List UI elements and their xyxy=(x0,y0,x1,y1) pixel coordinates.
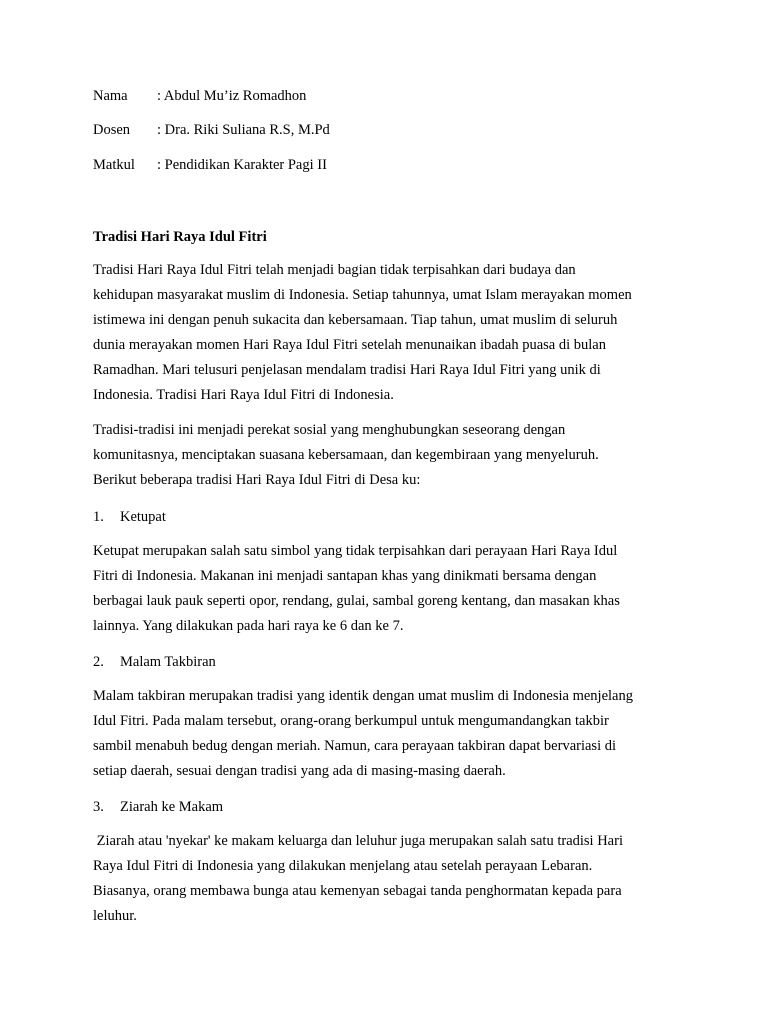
list-title: Ziarah ke Makam xyxy=(120,799,224,815)
meta-value: : Pendidikan Karakter Pagi II xyxy=(157,157,327,173)
paragraph-line: dunia merayakan momen Hari Raya Idul Fitri setelah menunaikan ibadah puasa di bulan xyxy=(93,337,606,353)
paragraph-line: Berikut beberapa tradisi Hari Raya Idul Fitri di Desa ku: xyxy=(93,472,421,488)
paragraph-line: Malam takbiran merupakan tradisi yang identik dengan umat muslim di Indonesia menjelang xyxy=(93,688,633,704)
list-number: 1. xyxy=(93,509,104,525)
paragraph-line: sambil menabuh bedug dengan meriah. Namun, cara perayaan takbiran dapat bervariasi di xyxy=(93,738,616,754)
paragraph-line: Tradisi-tradisi ini menjadi perekat sosial yang menghubungkan seseorang dengan xyxy=(93,422,566,438)
meta-label: Dosen xyxy=(93,122,131,138)
intro-paragraph xyxy=(93,258,678,408)
list-title: Ketupat xyxy=(120,509,166,525)
paragraph-line: Biasanya, orang membawa bunga atau kemenyan sebagai tanda penghormatan kepada para xyxy=(93,883,622,899)
paragraph-line: kehidupan masyarakat muslim di Indonesia. Setiap tahunnya, umat Islam merayakan momen xyxy=(93,287,632,303)
paragraph-line: berbagai lauk pauk seperti opor, rendang, gulai, sambal goreng kentang, dan masakan khas xyxy=(93,593,620,609)
ketupat-paragraph xyxy=(93,539,678,639)
list-number: 2. xyxy=(93,654,104,670)
list-item-malam-takbiran xyxy=(93,652,216,672)
ziarah-paragraph xyxy=(93,829,678,929)
list-item-ketupat xyxy=(93,507,166,527)
meta-value: : Abdul Mu’iz Romadhon xyxy=(157,88,307,104)
paragraph-line: Ramadhan. Mari telusuri penjelasan mendalam tradisi Hari Raya Idul Fitri yang unik di xyxy=(93,362,601,378)
meta-row-lecturer xyxy=(93,120,330,140)
paragraph-line: Tradisi Hari Raya Idul Fitri telah menjadi bagian tidak terpisahkan dari budaya dan xyxy=(93,262,576,278)
paragraph-line: Ziarah atau 'nyekar' ke makam keluarga dan leluhur juga merupakan salah satu tradisi Hari xyxy=(93,833,623,849)
list-title: Malam Takbiran xyxy=(120,654,216,670)
paragraph-line: Fitri di Indonesia. Makanan ini menjadi santapan khas yang dinikmati bersama dengan xyxy=(93,568,597,584)
paragraph-line: setiap daerah, sesuai dengan tradisi yang ada di masing-masing daerah. xyxy=(93,763,506,779)
meta-row-course xyxy=(93,155,327,175)
paragraph-line: Raya Idul Fitri di Indonesia yang dilakukan menjelang atau setelah perayaan Lebaran. xyxy=(93,858,593,874)
paragraph-line: lainnya. Yang dilakukan pada hari raya ke 6 dan ke 7. xyxy=(93,618,404,634)
second-paragraph xyxy=(93,418,678,493)
meta-row-name xyxy=(93,86,306,106)
list-item-ziarah xyxy=(93,797,223,817)
paragraph-line: leluhur. xyxy=(93,908,137,924)
paragraph-line: Indonesia. Tradisi Hari Raya Idul Fitri di Indonesia. xyxy=(93,387,394,403)
list-number: 3. xyxy=(93,799,104,815)
meta-value: : Dra. Riki Suliana R.S, M.Pd xyxy=(157,122,330,138)
meta-label: Matkul xyxy=(93,157,135,173)
paragraph-line: Ketupat merupakan salah satu simbol yang tidak terpisahkan dari perayaan Hari Raya Idul xyxy=(93,543,618,559)
paragraph-line: istimewa ini dengan penuh sukacita dan kebersamaan. Tiap tahun, umat muslim di seluruh xyxy=(93,312,618,328)
paragraph-line: Idul Fitri. Pada malam tersebut, orang-orang berkumpul untuk mengumandangkan takbir xyxy=(93,713,609,729)
takbiran-paragraph xyxy=(93,684,678,784)
article-title: Tradisi Hari Raya Idul Fitri xyxy=(93,229,267,245)
paragraph-line: komunitasnya, menciptakan suasana kebersamaan, dan kegembiraan yang menyeluruh. xyxy=(93,447,599,463)
meta-label: Nama xyxy=(93,88,128,104)
